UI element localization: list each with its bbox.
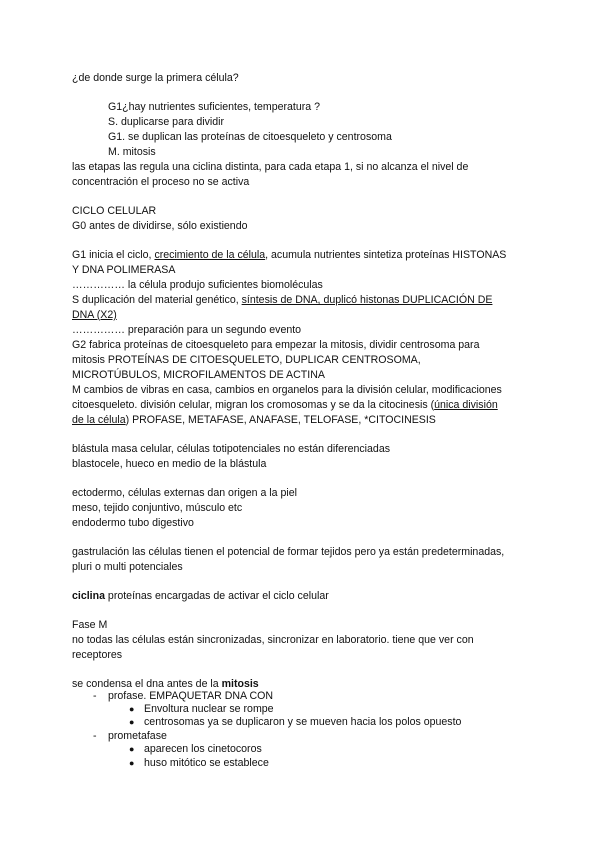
blastula-line: blástula masa celular, células totipotenciales no están diferenciadas — [72, 443, 391, 455]
s-underlined-2: DNA (X2) — [72, 309, 117, 321]
bullet-item-2: centrosomas ya se duplicaron y se mueven hacia los polos opuesto — [144, 716, 462, 728]
sincronizar-line-2: receptores — [72, 649, 123, 661]
g1-line-1 — [72, 249, 506, 262]
s-line-1 — [72, 294, 492, 307]
g1-text-post: , acumula nutrientes sintetiza proteínas HISTONAS — [265, 249, 507, 261]
gastrulacion-line-1: gastrulación las células tienen el potencial de formar tejidos pero ya están predeterminadas, — [72, 546, 505, 558]
sincronizar-line-1: no todas las células están sincronizadas, sincronizar en laboratorio. tiene que ver con — [72, 634, 474, 646]
g1-text-pre: G1 inicia el ciclo, — [72, 249, 155, 261]
prometafase-item: prometafase — [108, 730, 167, 742]
ectodermo-line: ectodermo, células externas dan origen a la piel — [72, 487, 297, 499]
phase-g1-question: G1¿hay nutrientes suficientes, temperatura ? — [108, 101, 320, 113]
fase-m-heading: Fase M — [72, 619, 108, 631]
m-underlined-2: de la célula — [72, 414, 126, 426]
dots-line-2: …………… preparación para un segundo evento — [72, 324, 302, 336]
s-underlined: síntesis de DNA, duplicó histonas DUPLICACIÓN DE — [241, 294, 493, 306]
g2-line-2: mitosis PROTEÍNAS DE CITOESQUELETO, DUPLICAR CENTROSOMA, — [72, 354, 421, 366]
meso-line: meso, tejido conjuntivo, músculo etc — [72, 502, 243, 514]
profase-item: profase. EMPAQUETAR DNA CON — [108, 690, 274, 702]
blastocele-line: blastocele, hueco en medio de la blástula — [72, 458, 267, 470]
m-line-1: M cambios de vibras en casa, cambios en organelos para la división celular, modificaciones — [72, 384, 502, 396]
m-line-3 — [72, 414, 436, 427]
bullet-marker-4: ● — [129, 758, 135, 768]
bullet-item-4: huso mitótico se establece — [144, 757, 269, 769]
g2-line-3: MICROTÚBULOS, MICROFILAMENTOS DE ACTINA — [72, 369, 325, 381]
section-heading-ciclo: CICLO CELULAR — [72, 205, 157, 217]
endodermo-line: endodermo tubo digestivo — [72, 517, 194, 529]
regulation-line-1: las etapas las regula una ciclina distinta, para cada etapa 1, si no alcanza el nivel de — [72, 161, 469, 173]
g1-line-2: Y DNA POLIMERASA — [72, 264, 176, 276]
m-text-pre: citoesqueleto. división celular, migran los cromosomas y se da la citocinesis ( — [72, 399, 435, 411]
dots-line-1: …………… la célula produjo suficientes biomoléculas — [72, 279, 323, 291]
phase-g1-line: G1. se duplican las proteínas de citoesqueleto y centrosoma — [108, 131, 392, 143]
bullet-marker-3: ● — [129, 744, 135, 754]
g1-underlined: crecimiento de la célula — [154, 249, 266, 261]
condensa-bold: mitosis — [221, 678, 259, 690]
s-line-2 — [72, 309, 117, 322]
dash-marker-1: - — [93, 690, 97, 702]
ciclina-line — [72, 590, 329, 603]
gastrulacion-line-2: pluri o multi potenciales — [72, 561, 183, 573]
dash-marker-2: - — [93, 730, 97, 742]
bullet-marker-2: ● — [129, 717, 135, 727]
m-text-post: ) PROFASE, METAFASE, ANAFASE, TELOFASE, *CITOCINESIS — [125, 414, 436, 426]
bullet-marker-1: ● — [129, 704, 135, 714]
m-line-2 — [72, 399, 498, 412]
question-line: ¿de donde surge la primera célula? — [72, 72, 239, 84]
phase-s-line: S. duplicarse para dividir — [108, 116, 224, 128]
m-underlined: única división — [434, 399, 498, 411]
ciclina-rest: proteínas encargadas de activar el ciclo celular — [104, 590, 329, 602]
g0-line: G0 antes de dividirse, sólo existiendo — [72, 220, 248, 232]
s-text-pre: S duplicación del material genético, — [72, 294, 242, 306]
bullet-item-1: Envoltura nuclear se rompe — [144, 703, 274, 715]
regulation-line-2: concentración el proceso no se activa — [72, 176, 250, 188]
phase-m-line: M. mitosis — [108, 146, 156, 158]
bullet-item-3: aparecen los cinetocoros — [144, 743, 262, 755]
condensa-pre: se condensa el dna antes de la — [72, 678, 222, 690]
g2-line-1: G2 fabrica proteínas de citoesqueleto para empezar la mitosis, dividir centrosoma para — [72, 339, 480, 351]
ciclina-bold: ciclina — [72, 590, 105, 602]
